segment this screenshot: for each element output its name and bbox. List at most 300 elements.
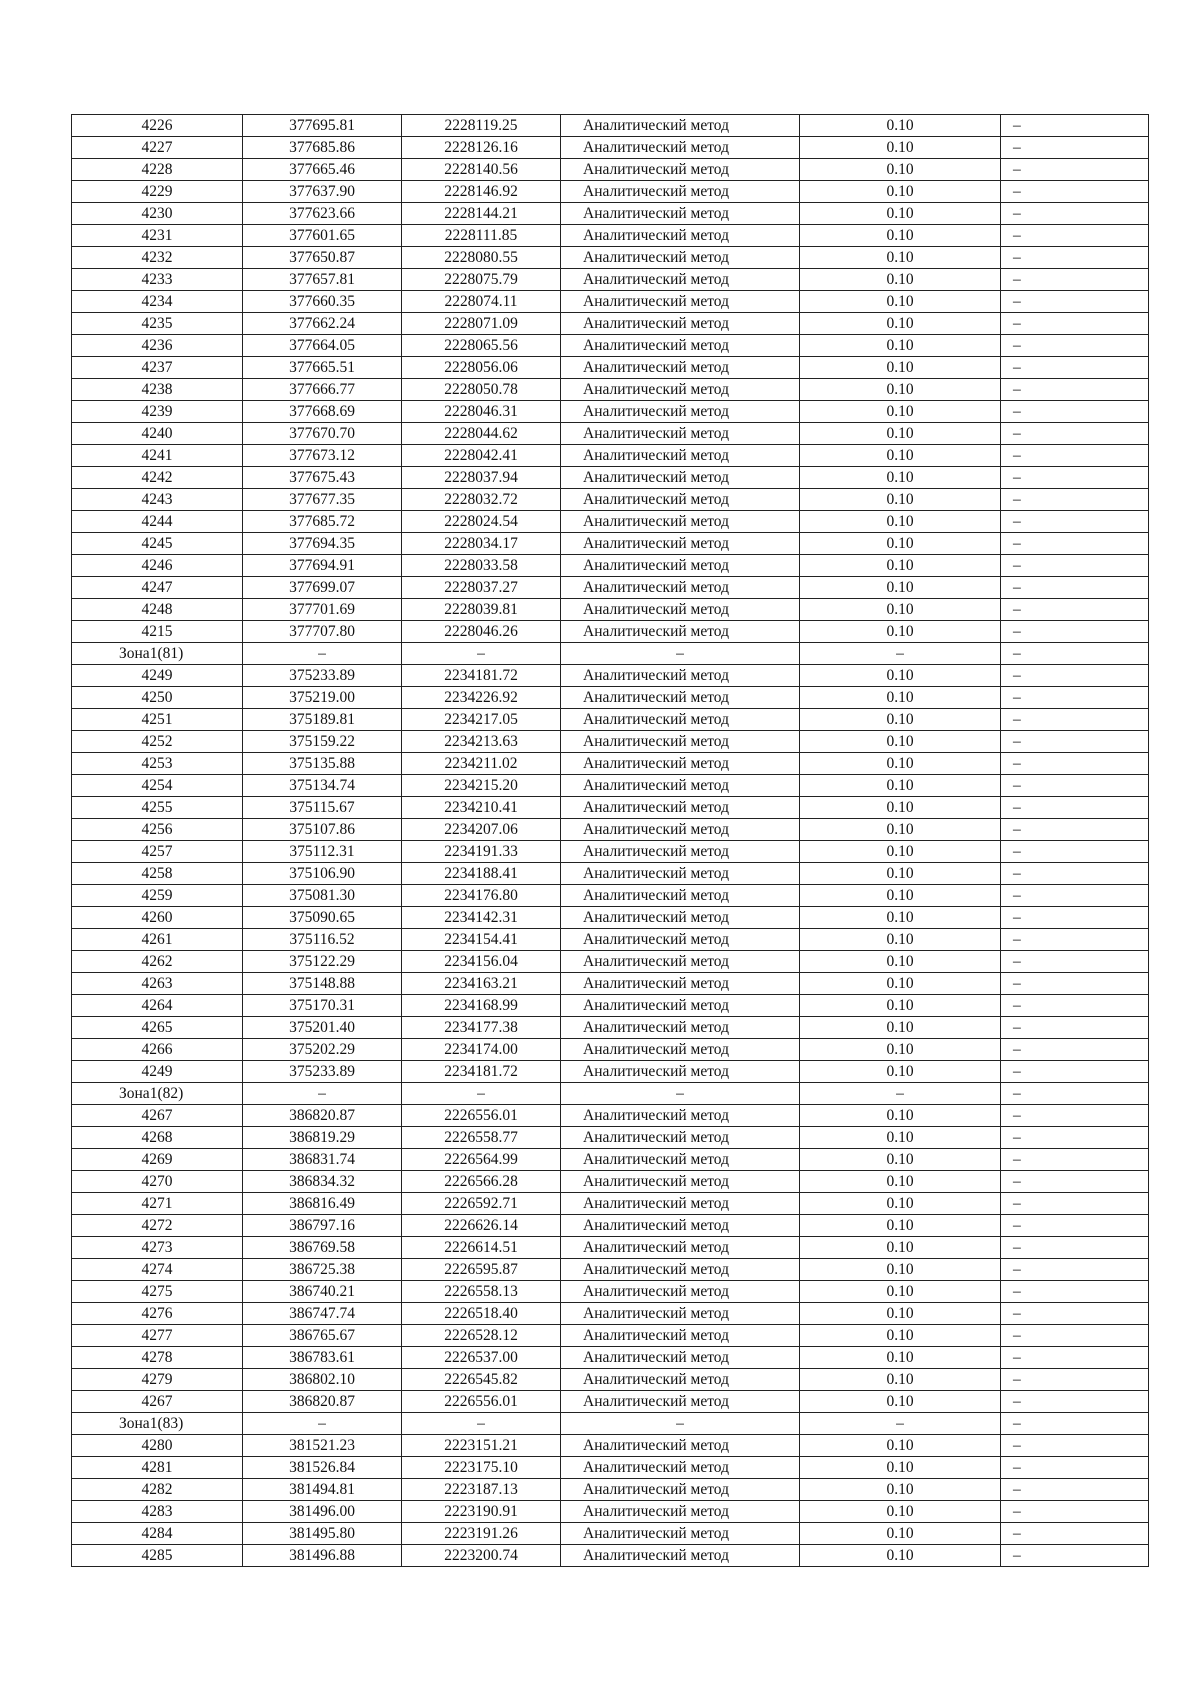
note-cell: – (1001, 313, 1149, 335)
method-cell: Аналитический метод (561, 577, 800, 599)
zone-label-cell: Зона1(81) (72, 643, 243, 665)
x-coordinate-cell: 386783.61 (243, 1347, 402, 1369)
y-coordinate-cell: 2226564.99 (402, 1149, 561, 1171)
table-row (72, 203, 1149, 225)
point-id-cell: 4239 (72, 401, 243, 423)
method-cell: Аналитический метод (561, 797, 800, 819)
point-id-cell: 4249 (72, 1061, 243, 1083)
accuracy-cell: 0.10 (800, 863, 1001, 885)
method-cell: Аналитический метод (561, 1193, 800, 1215)
note-cell: – (1001, 907, 1149, 929)
y-coordinate-cell: 2228140.56 (402, 159, 561, 181)
zone-header-row (72, 1413, 1149, 1435)
method-cell: Аналитический метод (561, 885, 800, 907)
method-cell: Аналитический метод (561, 753, 800, 775)
y-coordinate-cell: 2228037.94 (402, 467, 561, 489)
x-coordinate-cell: 377660.35 (243, 291, 402, 313)
note-cell: – (1001, 775, 1149, 797)
note-cell: – (1001, 555, 1149, 577)
x-coordinate-cell: 377650.87 (243, 247, 402, 269)
point-id-cell: 4252 (72, 731, 243, 753)
table-row (72, 467, 1149, 489)
y-coordinate-cell: 2228119.25 (402, 115, 561, 137)
accuracy-cell: 0.10 (800, 951, 1001, 973)
x-coordinate-cell: 381526.84 (243, 1457, 402, 1479)
accuracy-cell: 0.10 (800, 995, 1001, 1017)
y-coordinate-cell: 2226558.13 (402, 1281, 561, 1303)
method-cell: Аналитический метод (561, 489, 800, 511)
zone-header-row (72, 643, 1149, 665)
table-row (72, 357, 1149, 379)
y-coordinate-cell: 2234142.31 (402, 907, 561, 929)
table-row (72, 885, 1149, 907)
point-id-cell: 4255 (72, 797, 243, 819)
method-cell: Аналитический метод (561, 1325, 800, 1347)
method-cell: Аналитический метод (561, 1391, 800, 1413)
table-row (72, 181, 1149, 203)
y-coordinate-cell: 2223200.74 (402, 1545, 561, 1567)
table-row (72, 1039, 1149, 1061)
table-row (72, 1369, 1149, 1391)
note-cell: – (1001, 1215, 1149, 1237)
point-id-cell: 4260 (72, 907, 243, 929)
accuracy-cell: 0.10 (800, 1039, 1001, 1061)
point-id-cell: 4228 (72, 159, 243, 181)
point-id-cell: 4258 (72, 863, 243, 885)
y-coordinate-cell: – (402, 643, 561, 665)
accuracy-cell: 0.10 (800, 357, 1001, 379)
table-row (72, 621, 1149, 643)
point-id-cell: 4278 (72, 1347, 243, 1369)
accuracy-cell: 0.10 (800, 709, 1001, 731)
accuracy-cell: – (800, 643, 1001, 665)
method-cell: Аналитический метод (561, 269, 800, 291)
accuracy-cell: 0.10 (800, 1325, 1001, 1347)
x-coordinate-cell: 381494.81 (243, 1479, 402, 1501)
method-cell: Аналитический метод (561, 1039, 800, 1061)
table-row (72, 555, 1149, 577)
accuracy-cell: 0.10 (800, 489, 1001, 511)
table-row (72, 225, 1149, 247)
table-row (72, 1017, 1149, 1039)
method-cell: Аналитический метод (561, 555, 800, 577)
point-id-cell: 4247 (72, 577, 243, 599)
y-coordinate-cell: 2226556.01 (402, 1391, 561, 1413)
accuracy-cell: 0.10 (800, 1545, 1001, 1567)
table-row (72, 1523, 1149, 1545)
note-cell: – (1001, 159, 1149, 181)
point-id-cell: 4275 (72, 1281, 243, 1303)
accuracy-cell: 0.10 (800, 511, 1001, 533)
accuracy-cell: 0.10 (800, 1501, 1001, 1523)
y-coordinate-cell: – (402, 1413, 561, 1435)
accuracy-cell: – (800, 1413, 1001, 1435)
accuracy-cell: 0.10 (800, 1127, 1001, 1149)
accuracy-cell: 0.10 (800, 1237, 1001, 1259)
x-coordinate-cell: 377668.69 (243, 401, 402, 423)
x-coordinate-cell: 386819.29 (243, 1127, 402, 1149)
y-coordinate-cell: 2228042.41 (402, 445, 561, 467)
coordinates-table (71, 114, 1149, 1567)
point-id-cell: 4238 (72, 379, 243, 401)
x-coordinate-cell: 377673.12 (243, 445, 402, 467)
accuracy-cell: 0.10 (800, 291, 1001, 313)
accuracy-cell: 0.10 (800, 423, 1001, 445)
accuracy-cell: 0.10 (800, 775, 1001, 797)
y-coordinate-cell: 2234163.21 (402, 973, 561, 995)
table-row (72, 1127, 1149, 1149)
point-id-cell: 4272 (72, 1215, 243, 1237)
table-row (72, 137, 1149, 159)
note-cell: – (1001, 687, 1149, 709)
table-row (72, 973, 1149, 995)
note-cell: – (1001, 1149, 1149, 1171)
x-coordinate-cell: 381496.88 (243, 1545, 402, 1567)
note-cell: – (1001, 599, 1149, 621)
y-coordinate-cell: 2223187.13 (402, 1479, 561, 1501)
y-coordinate-cell: 2226545.82 (402, 1369, 561, 1391)
table-row (72, 1435, 1149, 1457)
table-row (72, 907, 1149, 929)
point-id-cell: 4233 (72, 269, 243, 291)
x-coordinate-cell: 375148.88 (243, 973, 402, 995)
y-coordinate-cell: 2228050.78 (402, 379, 561, 401)
table-row (72, 511, 1149, 533)
accuracy-cell: 0.10 (800, 401, 1001, 423)
accuracy-cell: 0.10 (800, 907, 1001, 929)
note-cell: – (1001, 973, 1149, 995)
table-row (72, 775, 1149, 797)
accuracy-cell: 0.10 (800, 379, 1001, 401)
point-id-cell: 4259 (72, 885, 243, 907)
table-row (72, 1171, 1149, 1193)
x-coordinate-cell: 375122.29 (243, 951, 402, 973)
point-id-cell: 4226 (72, 115, 243, 137)
y-coordinate-cell: 2228074.11 (402, 291, 561, 313)
table-row (72, 1501, 1149, 1523)
zone-label-cell: Зона1(83) (72, 1413, 243, 1435)
method-cell: Аналитический метод (561, 1523, 800, 1545)
x-coordinate-cell: 375170.31 (243, 995, 402, 1017)
x-coordinate-cell: 375201.40 (243, 1017, 402, 1039)
accuracy-cell: 0.10 (800, 247, 1001, 269)
x-coordinate-cell: 386802.10 (243, 1369, 402, 1391)
note-cell: – (1001, 225, 1149, 247)
accuracy-cell: 0.10 (800, 1457, 1001, 1479)
point-id-cell: 4231 (72, 225, 243, 247)
note-cell: – (1001, 335, 1149, 357)
note-cell: – (1001, 1347, 1149, 1369)
method-cell: Аналитический метод (561, 1435, 800, 1457)
method-cell: Аналитический метод (561, 1369, 800, 1391)
note-cell: – (1001, 951, 1149, 973)
method-cell: Аналитический метод (561, 225, 800, 247)
x-coordinate-cell: 377701.69 (243, 599, 402, 621)
accuracy-cell: 0.10 (800, 269, 1001, 291)
x-coordinate-cell: 377677.35 (243, 489, 402, 511)
method-cell: Аналитический метод (561, 445, 800, 467)
method-cell: Аналитический метод (561, 929, 800, 951)
point-id-cell: 4232 (72, 247, 243, 269)
note-cell: – (1001, 1523, 1149, 1545)
accuracy-cell: 0.10 (800, 1193, 1001, 1215)
y-coordinate-cell: 2226595.87 (402, 1259, 561, 1281)
note-cell: – (1001, 1061, 1149, 1083)
point-id-cell: 4265 (72, 1017, 243, 1039)
point-id-cell: 4236 (72, 335, 243, 357)
table-row (72, 577, 1149, 599)
method-cell: – (561, 1083, 800, 1105)
x-coordinate-cell: 377623.66 (243, 203, 402, 225)
y-coordinate-cell: 2228080.55 (402, 247, 561, 269)
note-cell: – (1001, 291, 1149, 313)
point-id-cell: 4270 (72, 1171, 243, 1193)
point-id-cell: 4248 (72, 599, 243, 621)
y-coordinate-cell: 2234207.06 (402, 819, 561, 841)
method-cell: Аналитический метод (561, 709, 800, 731)
note-cell: – (1001, 1281, 1149, 1303)
method-cell: Аналитический метод (561, 181, 800, 203)
point-id-cell: 4215 (72, 621, 243, 643)
table-row (72, 489, 1149, 511)
x-coordinate-cell: 386769.58 (243, 1237, 402, 1259)
point-id-cell: 4229 (72, 181, 243, 203)
note-cell: – (1001, 841, 1149, 863)
y-coordinate-cell: 2228044.62 (402, 423, 561, 445)
table-row (72, 335, 1149, 357)
method-cell: Аналитический метод (561, 1501, 800, 1523)
accuracy-cell: 0.10 (800, 1479, 1001, 1501)
note-cell: – (1001, 115, 1149, 137)
accuracy-cell: 0.10 (800, 665, 1001, 687)
method-cell: Аналитический метод (561, 1347, 800, 1369)
x-coordinate-cell: 377637.90 (243, 181, 402, 203)
accuracy-cell: 0.10 (800, 1391, 1001, 1413)
method-cell: Аналитический метод (561, 995, 800, 1017)
accuracy-cell: 0.10 (800, 687, 1001, 709)
accuracy-cell: 0.10 (800, 621, 1001, 643)
y-coordinate-cell: 2226537.00 (402, 1347, 561, 1369)
x-coordinate-cell: 375081.30 (243, 885, 402, 907)
x-coordinate-cell: 377675.43 (243, 467, 402, 489)
y-coordinate-cell: 2228144.21 (402, 203, 561, 225)
accuracy-cell: 0.10 (800, 599, 1001, 621)
point-id-cell: 4244 (72, 511, 243, 533)
y-coordinate-cell: 2228056.06 (402, 357, 561, 379)
x-coordinate-cell: 375112.31 (243, 841, 402, 863)
point-id-cell: 4264 (72, 995, 243, 1017)
y-coordinate-cell: 2226626.14 (402, 1215, 561, 1237)
method-cell: Аналитический метод (561, 467, 800, 489)
x-coordinate-cell: 375233.89 (243, 1061, 402, 1083)
y-coordinate-cell: 2234174.00 (402, 1039, 561, 1061)
table-row (72, 445, 1149, 467)
x-coordinate-cell: 381496.00 (243, 1501, 402, 1523)
note-cell: – (1001, 1017, 1149, 1039)
x-coordinate-cell: 375107.86 (243, 819, 402, 841)
method-cell: Аналитический метод (561, 203, 800, 225)
x-coordinate-cell: – (243, 1413, 402, 1435)
note-cell: – (1001, 797, 1149, 819)
table-row (72, 1545, 1149, 1567)
table-row (72, 1215, 1149, 1237)
zone-label-cell: Зона1(82) (72, 1083, 243, 1105)
x-coordinate-cell: 386725.38 (243, 1259, 402, 1281)
x-coordinate-cell: 375159.22 (243, 731, 402, 753)
method-cell: Аналитический метод (561, 159, 800, 181)
point-id-cell: 4246 (72, 555, 243, 577)
x-coordinate-cell: 377685.72 (243, 511, 402, 533)
note-cell: – (1001, 401, 1149, 423)
table-row (72, 863, 1149, 885)
note-cell: – (1001, 445, 1149, 467)
x-coordinate-cell: 386797.16 (243, 1215, 402, 1237)
y-coordinate-cell: 2234191.33 (402, 841, 561, 863)
method-cell: Аналитический метод (561, 819, 800, 841)
point-id-cell: 4284 (72, 1523, 243, 1545)
x-coordinate-cell: 375106.90 (243, 863, 402, 885)
x-coordinate-cell: 377665.46 (243, 159, 402, 181)
point-id-cell: 4235 (72, 313, 243, 335)
y-coordinate-cell: 2226614.51 (402, 1237, 561, 1259)
x-coordinate-cell: 377657.81 (243, 269, 402, 291)
point-id-cell: 4261 (72, 929, 243, 951)
method-cell: Аналитический метод (561, 401, 800, 423)
y-coordinate-cell: 2228065.56 (402, 335, 561, 357)
point-id-cell: 4234 (72, 291, 243, 313)
accuracy-cell: 0.10 (800, 731, 1001, 753)
method-cell: Аналитический метод (561, 1259, 800, 1281)
method-cell: Аналитический метод (561, 1479, 800, 1501)
note-cell: – (1001, 181, 1149, 203)
y-coordinate-cell: 2234154.41 (402, 929, 561, 951)
note-cell: – (1001, 1501, 1149, 1523)
accuracy-cell: 0.10 (800, 577, 1001, 599)
accuracy-cell: 0.10 (800, 1149, 1001, 1171)
method-cell: Аналитический метод (561, 1303, 800, 1325)
y-coordinate-cell: 2234181.72 (402, 1061, 561, 1083)
y-coordinate-cell: 2228037.27 (402, 577, 561, 599)
note-cell: – (1001, 379, 1149, 401)
note-cell: – (1001, 643, 1149, 665)
y-coordinate-cell: 2234210.41 (402, 797, 561, 819)
table-row (72, 753, 1149, 775)
note-cell: – (1001, 423, 1149, 445)
note-cell: – (1001, 247, 1149, 269)
x-coordinate-cell: 375134.74 (243, 775, 402, 797)
note-cell: – (1001, 1193, 1149, 1215)
x-coordinate-cell: 386765.67 (243, 1325, 402, 1347)
note-cell: – (1001, 1369, 1149, 1391)
x-coordinate-cell: 375090.65 (243, 907, 402, 929)
y-coordinate-cell: 2228071.09 (402, 313, 561, 335)
method-cell: Аналитический метод (561, 1545, 800, 1567)
method-cell: Аналитический метод (561, 511, 800, 533)
point-id-cell: 4250 (72, 687, 243, 709)
accuracy-cell: 0.10 (800, 203, 1001, 225)
y-coordinate-cell: 2234176.80 (402, 885, 561, 907)
table-row (72, 313, 1149, 335)
method-cell: Аналитический метод (561, 379, 800, 401)
point-id-cell: 4253 (72, 753, 243, 775)
point-id-cell: 4249 (72, 665, 243, 687)
y-coordinate-cell: 2226566.28 (402, 1171, 561, 1193)
x-coordinate-cell: 386831.74 (243, 1149, 402, 1171)
point-id-cell: 4240 (72, 423, 243, 445)
y-coordinate-cell: 2234181.72 (402, 665, 561, 687)
x-coordinate-cell: 377695.81 (243, 115, 402, 137)
table-row (72, 1479, 1149, 1501)
y-coordinate-cell: 2228034.17 (402, 533, 561, 555)
table-row (72, 159, 1149, 181)
note-cell: – (1001, 1391, 1149, 1413)
method-cell: Аналитический метод (561, 775, 800, 797)
accuracy-cell: 0.10 (800, 1303, 1001, 1325)
y-coordinate-cell: 2226518.40 (402, 1303, 561, 1325)
note-cell: – (1001, 137, 1149, 159)
accuracy-cell: 0.10 (800, 1369, 1001, 1391)
point-id-cell: 4262 (72, 951, 243, 973)
accuracy-cell: 0.10 (800, 1259, 1001, 1281)
point-id-cell: 4237 (72, 357, 243, 379)
point-id-cell: 4257 (72, 841, 243, 863)
table-row (72, 1149, 1149, 1171)
y-coordinate-cell: – (402, 1083, 561, 1105)
x-coordinate-cell: 386820.87 (243, 1105, 402, 1127)
table-row (72, 247, 1149, 269)
accuracy-cell: 0.10 (800, 335, 1001, 357)
accuracy-cell: 0.10 (800, 973, 1001, 995)
y-coordinate-cell: 2228046.31 (402, 401, 561, 423)
method-cell: Аналитический метод (561, 1061, 800, 1083)
accuracy-cell: 0.10 (800, 1281, 1001, 1303)
note-cell: – (1001, 1127, 1149, 1149)
x-coordinate-cell: 377665.51 (243, 357, 402, 379)
method-cell: Аналитический метод (561, 687, 800, 709)
y-coordinate-cell: 2226558.77 (402, 1127, 561, 1149)
method-cell: Аналитический метод (561, 951, 800, 973)
point-id-cell: 4277 (72, 1325, 243, 1347)
point-id-cell: 4266 (72, 1039, 243, 1061)
accuracy-cell: 0.10 (800, 555, 1001, 577)
x-coordinate-cell: 377707.80 (243, 621, 402, 643)
table-row (72, 687, 1149, 709)
y-coordinate-cell: 2228033.58 (402, 555, 561, 577)
table-row (72, 115, 1149, 137)
point-id-cell: 4283 (72, 1501, 243, 1523)
note-cell: – (1001, 1545, 1149, 1567)
y-coordinate-cell: 2228126.16 (402, 137, 561, 159)
method-cell: Аналитический метод (561, 1017, 800, 1039)
table-row (72, 1193, 1149, 1215)
y-coordinate-cell: 2223151.21 (402, 1435, 561, 1457)
x-coordinate-cell: 375116.52 (243, 929, 402, 951)
method-cell: Аналитический метод (561, 907, 800, 929)
point-id-cell: 4267 (72, 1391, 243, 1413)
point-id-cell: 4254 (72, 775, 243, 797)
accuracy-cell: 0.10 (800, 159, 1001, 181)
table-row (72, 951, 1149, 973)
x-coordinate-cell: 381495.80 (243, 1523, 402, 1545)
x-coordinate-cell: 375219.00 (243, 687, 402, 709)
y-coordinate-cell: 2234211.02 (402, 753, 561, 775)
table-row (72, 995, 1149, 1017)
point-id-cell: 4271 (72, 1193, 243, 1215)
y-coordinate-cell: 2234156.04 (402, 951, 561, 973)
accuracy-cell: 0.10 (800, 841, 1001, 863)
table-row (72, 1105, 1149, 1127)
x-coordinate-cell: 377662.24 (243, 313, 402, 335)
